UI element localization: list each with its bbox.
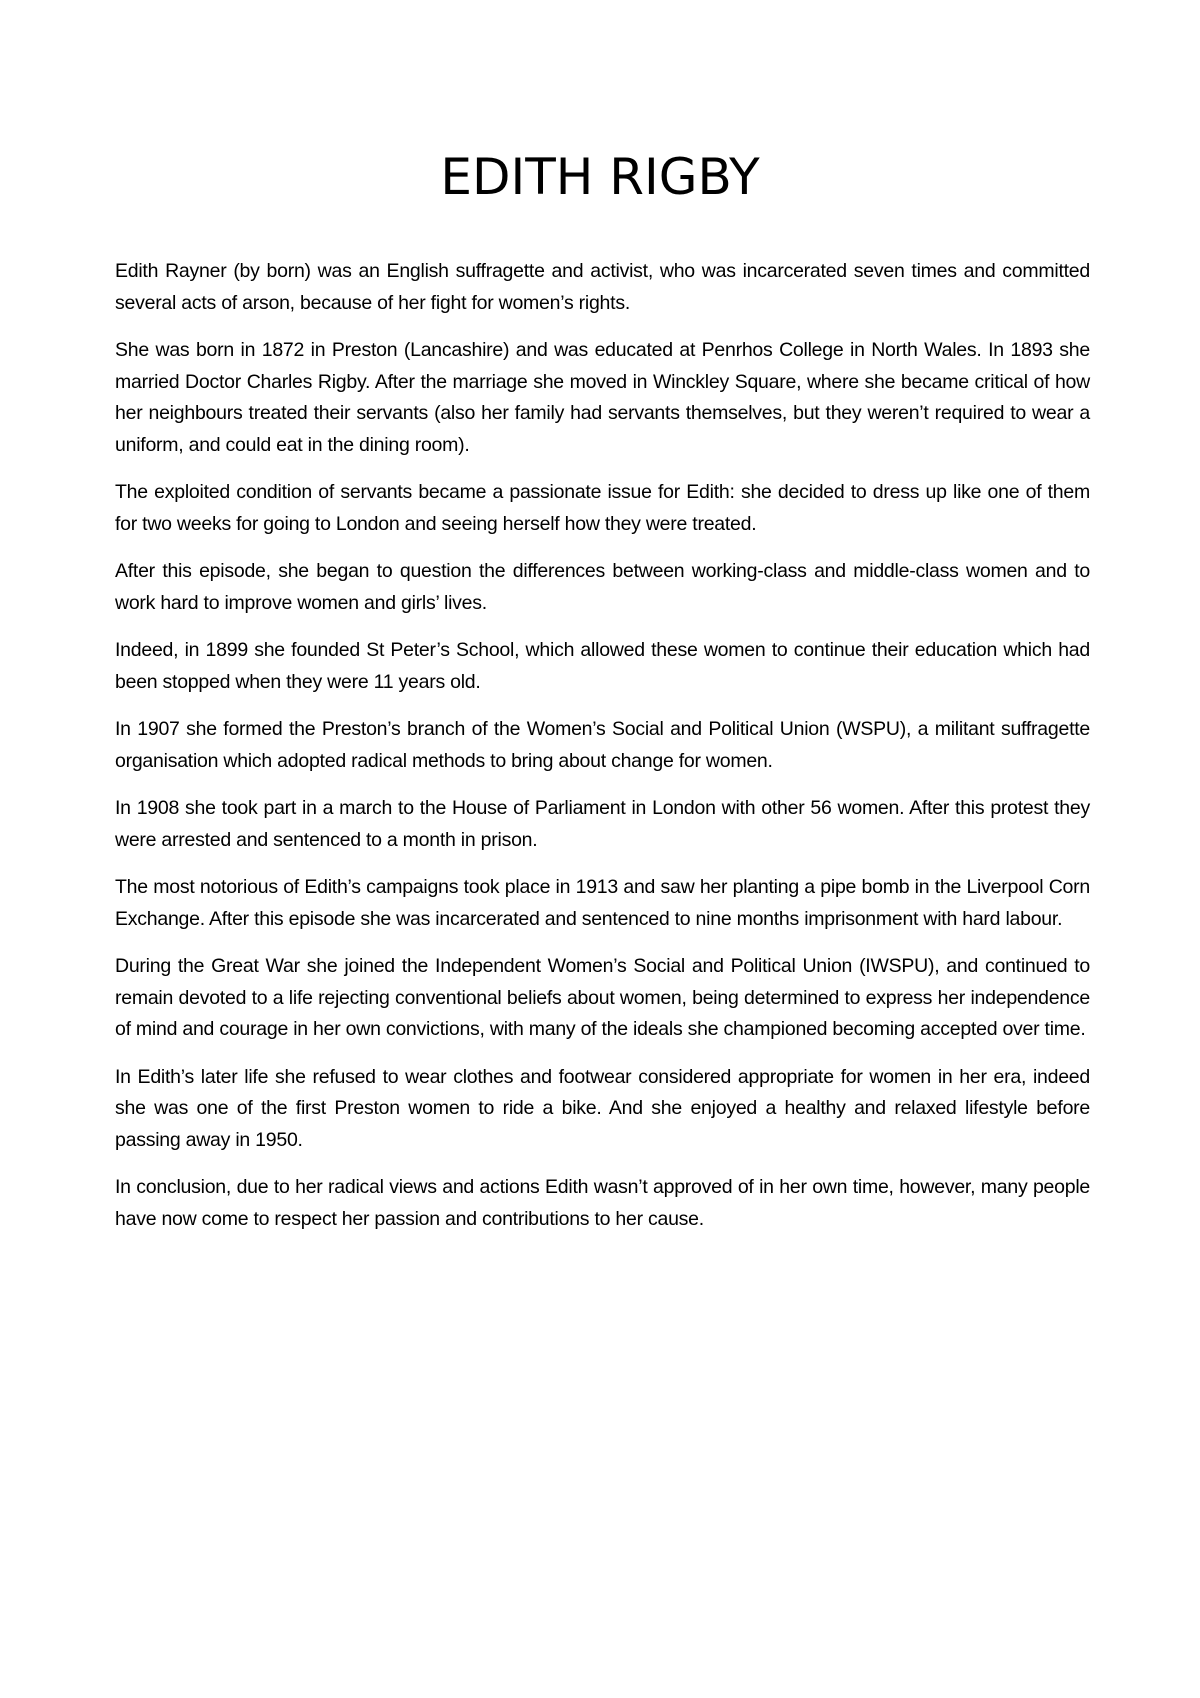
paragraph: The most notorious of Edith’s campaigns took place in 1913 and saw her planting a pipe bomb in the Liverpool Corn Exchange. After this episode she was incarcerated and sentenced to nine months imprisonment with hard labour. bbox=[115, 876, 1090, 930]
paragraph: In 1908 she took part in a march to the House of Parliament in London with other 56 women. After this protest they were arrested and sentenced to a month in prison. bbox=[115, 797, 1090, 851]
paragraph: In conclusion, due to her radical views and actions Edith wasn’t approved of in her own time, however, many people have now come to respect her passion and contributions to her cause. bbox=[115, 1176, 1090, 1230]
document-title: EDITH RIGBY bbox=[440, 148, 760, 206]
document-body bbox=[115, 256, 1090, 1251]
paragraph: The exploited condition of servants became a passionate issue for Edith: she decided to dress up like one of them for two weeks for going to London and seeing herself how they were treated. bbox=[115, 481, 1090, 535]
paragraph: During the Great War she joined the Independent Women’s Social and Political Union (IWSPU), and continued to remain devoted to a life rejecting conventional beliefs about women, being determined to express her independence of mind and courage in her own convictions, with many of the ideals she championed becoming accepted over time. bbox=[115, 955, 1090, 1040]
paragraph: Indeed, in 1899 she founded St Peter’s School, which allowed these women to continue their education which had been stopped when they were 11 years old. bbox=[115, 639, 1090, 693]
paragraph: After this episode, she began to question the differences between working-class and middle-class women and to work hard to improve women and girls’ lives. bbox=[115, 560, 1090, 614]
paragraph: In Edith’s later life she refused to wear clothes and footwear considered appropriate for women in her era, indeed she was one of the first Preston women to ride a bike. And she enjoyed a healthy and relaxed lifestyle before passing away in 1950. bbox=[115, 1065, 1090, 1151]
paragraph: In 1907 she formed the Preston’s branch of the Women’s Social and Political Union (WSPU), a militant suffragette organisation which adopted radical methods to bring about change for women. bbox=[115, 718, 1090, 772]
paragraph: Edith Rayner (by born) was an English suffragette and activist, who was incarcerated seven times and committed several acts of arson, because of her fight for women’s rights. bbox=[115, 260, 1090, 314]
paragraph: She was born in 1872 in Preston (Lancashire) and was educated at Penrhos College in North Wales. In 1893 she married Doctor Charles Rigby. After the marriage she moved in Winckley Square, where she became critical of how her neighbours treated their servants (also her family had servants themselves, but they weren’t required to wear a uniform, and could eat in the dining room). bbox=[115, 339, 1090, 456]
